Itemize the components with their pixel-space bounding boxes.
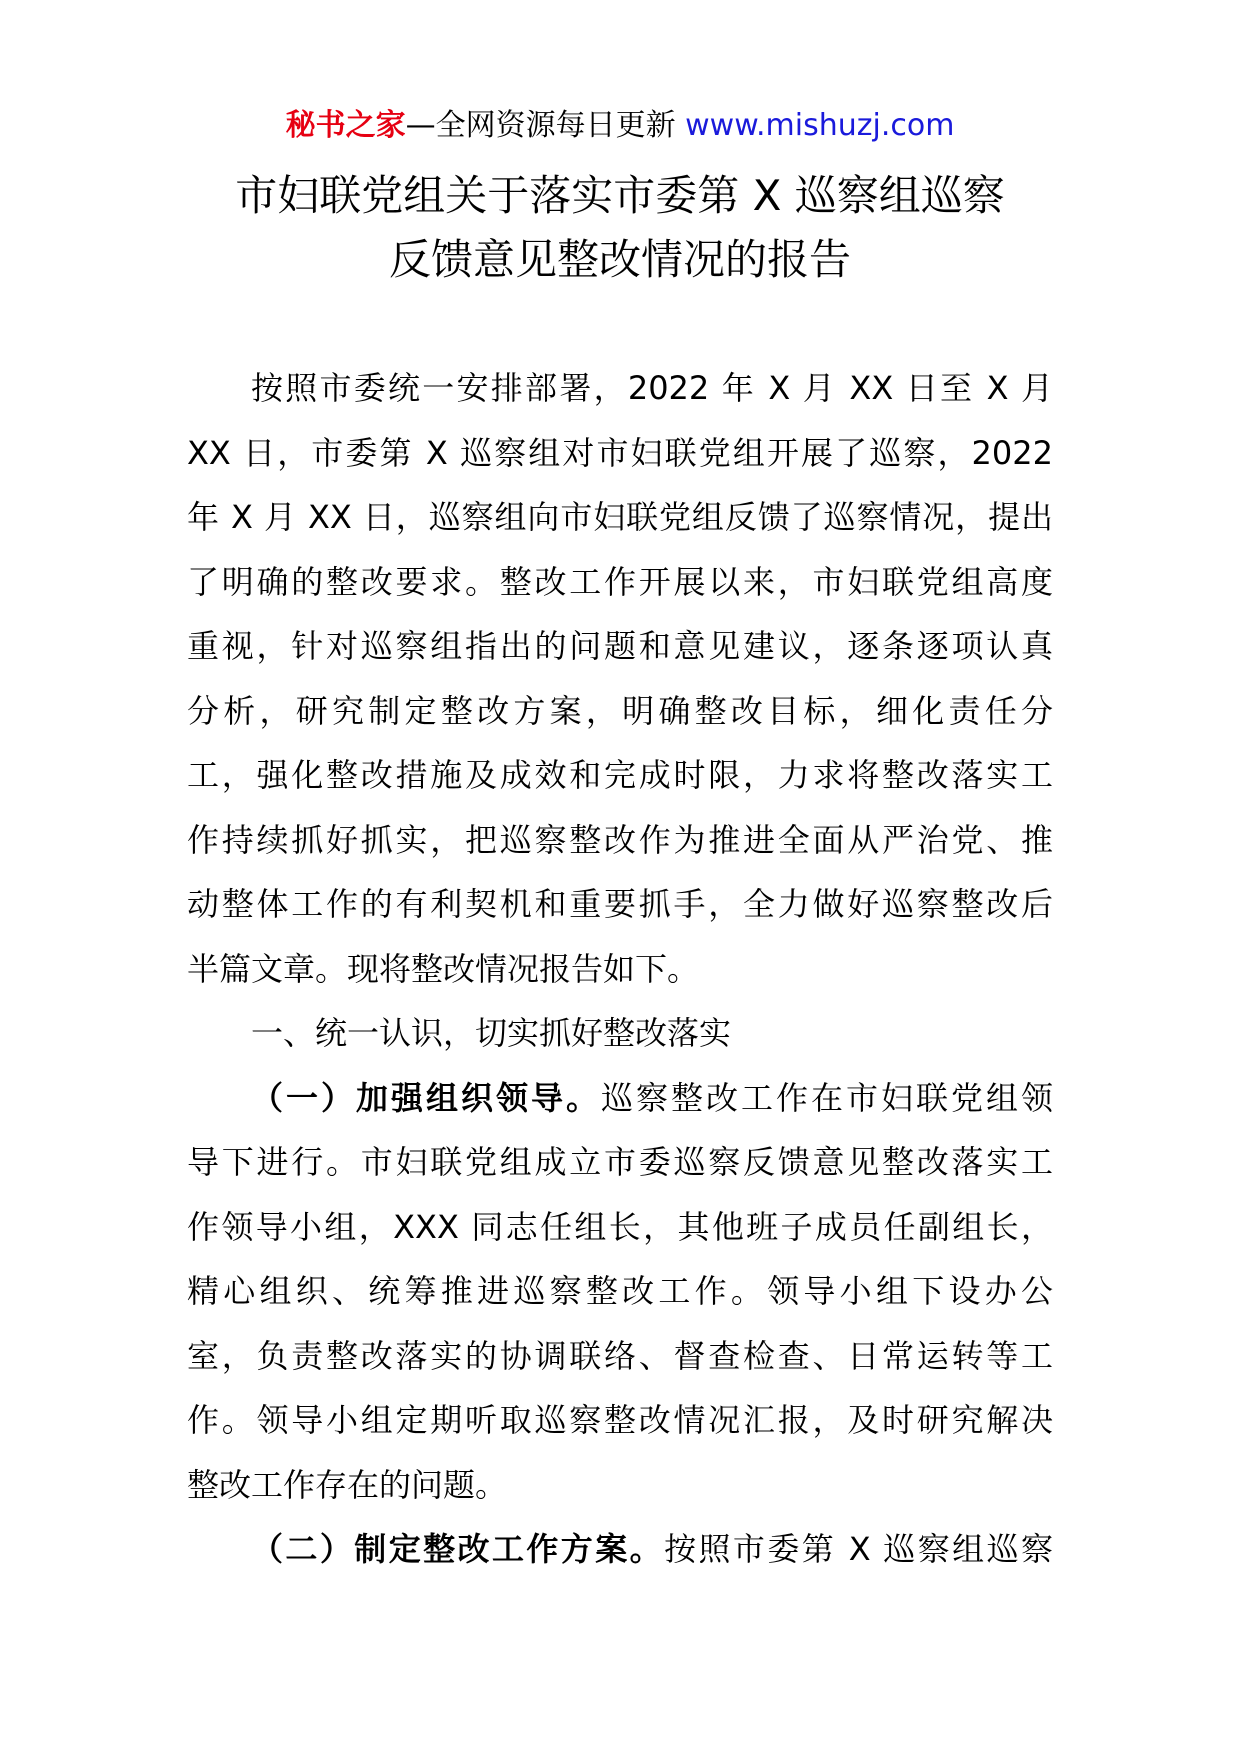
item-2-paragraph [187, 1517, 1053, 1582]
item-1-paragraph [187, 1066, 1053, 1518]
paragraph-line: 工，强化整改措施及成效和完成时限，力求将整改落实工 [187, 756, 1053, 794]
paragraph-line [187, 1066, 1053, 1131]
watermark-header [0, 104, 1240, 148]
paragraph-line: 重视，针对巡察组指出的问题和意见建议，逐条逐项认真 [187, 627, 1053, 665]
document-title [150, 164, 1090, 292]
paragraph-line: 导下进行。市妇联党组成立市委巡察反馈意见整改落实工 [187, 1143, 1053, 1181]
paragraph-line: 了明确的整改要求。整改工作开展以来，市妇联党组高度 [187, 562, 1053, 601]
site-tagline: —全网资源每日更新 [405, 108, 686, 143]
paragraph-line: 作持续抓好抓实，把巡察整改作为推进全面从严治党、推 [187, 820, 1053, 859]
paragraph-line: 动整体工作的有利契机和重要抓手，全力做好巡察整改后 [187, 885, 1053, 923]
site-url-link[interactable]: www.mishuzj.com [685, 108, 955, 143]
paragraph-line: 年 X 月 XX 日，巡察组向市妇联党组反馈了巡察情况，提出 [187, 498, 1053, 536]
paragraph-line: 整改工作存在的问题。 [187, 1465, 508, 1504]
paragraph-line: 作领导小组，XXX 同志任组长，其他班子成员任副组长， [187, 1207, 1053, 1246]
title-line-2: 反馈意见整改情况的报告 [388, 235, 851, 284]
paragraph-line: 室，负责整改落实的协调联络、督查检查、日常运转等工 [187, 1336, 1053, 1375]
paragraph-line: 按照市委统一安排部署，2022 年 X 月 XX 日至 X 月 [251, 369, 1053, 407]
item-2-text: 按照市委第 X 巡察组巡察 [664, 1530, 1053, 1568]
paragraph-line: 精心组织、统筹推进巡察整改工作。领导小组下设办公 [187, 1272, 1053, 1310]
paragraph-line: 作。领导小组定期听取巡察整改情况汇报，及时研究解决 [187, 1401, 1053, 1439]
site-brand: 秘书之家 [285, 108, 406, 143]
item-1-lead: （一）加强组织领导。 [251, 1078, 601, 1117]
item-2-lead: （二）制定整改工作方案。 [251, 1530, 665, 1568]
intro-paragraph [187, 356, 1053, 1001]
paragraph-line: 分析，研究制定整改方案，明确整改目标，细化责任分 [187, 691, 1053, 730]
paragraph-line: XX 日，市委第 X 巡察组对市妇联党组开展了巡察，2022 [187, 433, 1053, 472]
paragraph-line: 半篇文章。现将整改情况报告如下。 [187, 949, 700, 988]
item-1-text: 巡察整改工作在市妇联党组领 [601, 1078, 1053, 1117]
document-body [187, 356, 1053, 1582]
title-line-1: 市妇联党组关于落实市委第 X 巡察组巡察 [235, 171, 1005, 220]
paragraph-line [187, 1517, 1053, 1582]
section-heading: 一、统一认识，切实抓好整改落实 [251, 1014, 732, 1052]
